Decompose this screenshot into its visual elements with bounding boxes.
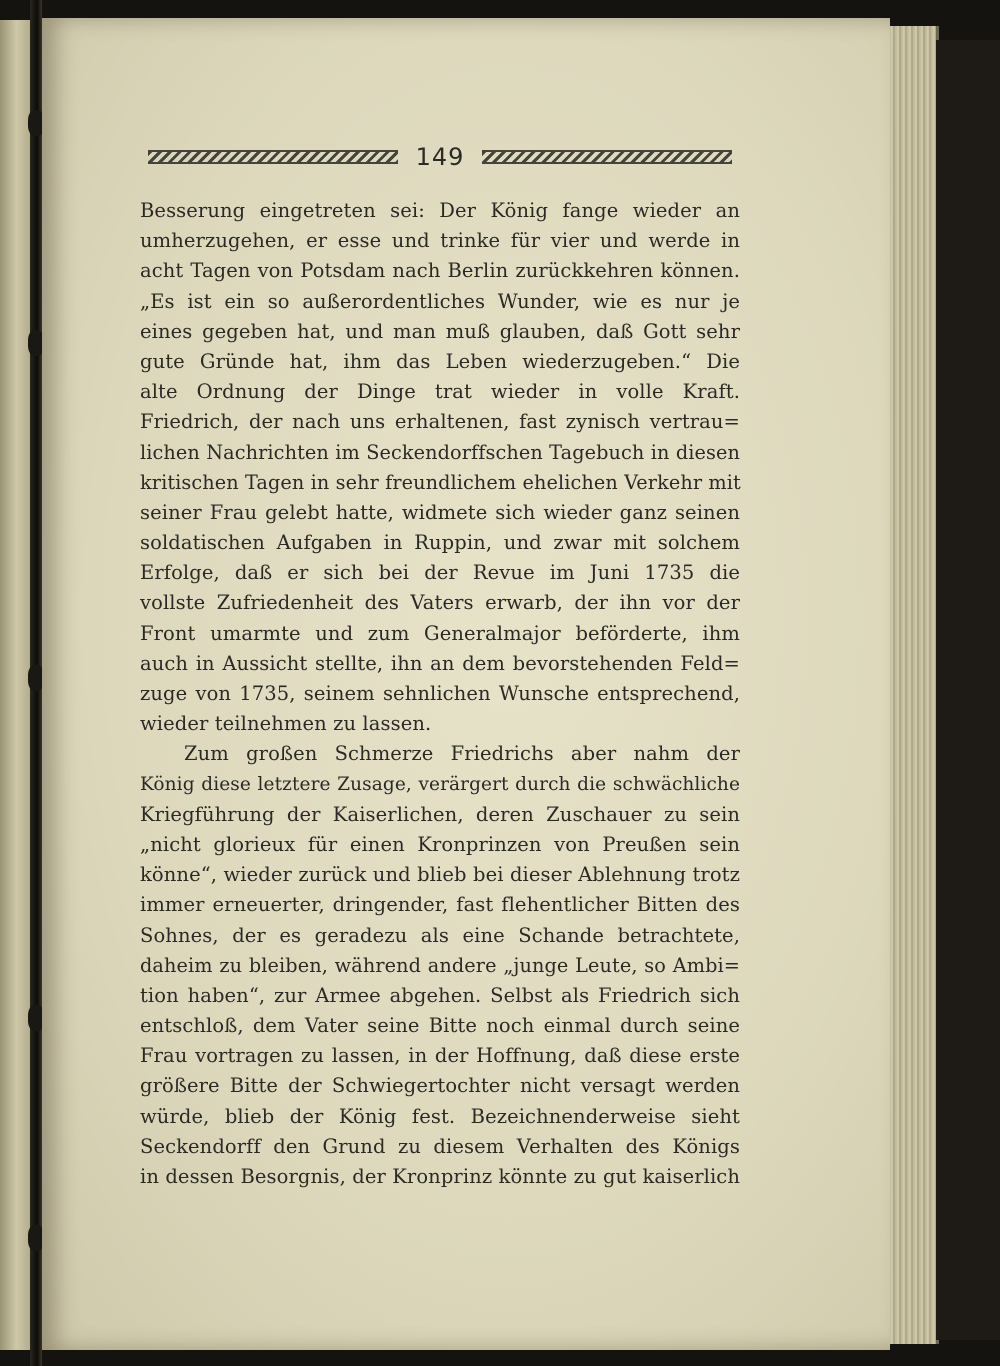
- text-line: könne“, wieder zurück und blieb bei dieser Ablehnung trotz: [140, 863, 740, 887]
- text-line: Besserung eingetreten sei: Der König fange wieder an: [140, 199, 740, 222]
- body-text: [140, 196, 740, 1192]
- text-line: König diese letztere Zusage, verärgert durch die schwächliche: [140, 773, 740, 795]
- text-line: daheim zu bleiben, während andere „junge Leute, so Ambi=: [140, 953, 740, 977]
- text-line: gute Gründe hat, ihm das Leben wiederzugeben.“ Die: [140, 349, 740, 373]
- text-line: seiner Frau gelebt hatte, widmete sich wieder ganz seinen: [140, 500, 740, 524]
- text-line: eines gegeben hat, und man muß glauben, daß Gott sehr: [140, 319, 740, 343]
- text-line: zuge von 1735, seinem sehnlichen Wunsche entsprechend,: [140, 682, 740, 705]
- header-ornament-left: [148, 150, 398, 164]
- text-line: Sohnes, der es geradezu als eine Schande betrachtete,: [140, 923, 740, 947]
- text-line: acht Tagen von Potsdam nach Berlin zurückkehren können.: [140, 259, 740, 283]
- text-line: umherzugehen, er esse und trinke für vier und werde in: [140, 229, 740, 253]
- text-line: soldatischen Aufgaben in Ruppin, und zwar mit solchem: [140, 531, 740, 555]
- text-line: Frau vortragen zu lassen, in der Hoffnung, daß diese erste: [140, 1044, 740, 1068]
- text-line: „nicht glorieux für einen Kronprinzen von Preußen sein: [140, 832, 740, 856]
- text-line: lichen Nachrichten im Seckendorffschen Tagebuch in diesen: [140, 440, 740, 464]
- text-line: Seckendorff den Grund zu diesem Verhalten des Königs: [140, 1134, 740, 1158]
- text-line: Erfolge, daß er sich bei der Revue im Juni 1735 die: [140, 561, 740, 585]
- page-edges: [890, 26, 939, 1344]
- text-line: kritischen Tagen in sehr freundlichem ehelichen Verkehr mit: [140, 470, 741, 494]
- text-line: größere Bitte der Schwiegertochter nicht versagt werden: [140, 1074, 740, 1098]
- facing-page-edge: [0, 20, 30, 1350]
- text-line: immer erneuerter, dringender, fast flehentlicher Bitten des: [140, 893, 740, 917]
- text-line: in dessen Besorgnis, der Kronprinz könnte zu gut kaiserlich: [140, 1165, 740, 1188]
- text-line: tion haben“, zur Armee abgehen. Selbst als Friedrich sich: [140, 983, 740, 1007]
- text-line: Front umarmte und zum Generalmajor beförderte, ihm: [140, 621, 740, 645]
- page-header: [140, 140, 740, 174]
- text-line: vollste Zufriedenheit des Vaters erwarb, der ihn vor der: [140, 591, 740, 615]
- text-line: wieder teilnehmen zu lassen.: [140, 712, 432, 736]
- text-line: Zum großen Schmerze Friedrichs aber nahm der: [184, 742, 740, 766]
- text-line: alte Ordnung der Dinge trat wieder in volle Kraft.: [140, 380, 740, 404]
- text-line: würde, blieb der König fest. Bezeichnenderweise sieht: [140, 1104, 740, 1128]
- text-line: Kriegführung der Kaiserlichen, deren Zuschauer zu sein: [140, 802, 740, 826]
- text-line: „Es ist ein so außerordentliches Wunder, wie es nur je: [140, 289, 740, 313]
- header-ornament-right: [482, 150, 732, 164]
- text-line: entschloß, dem Vater seine Bitte noch einmal durch seine: [140, 1014, 740, 1038]
- page-number: 149: [415, 143, 465, 171]
- text-line: auch in Aussicht stellte, ihn an dem bevorstehenden Feld=: [140, 651, 740, 675]
- text-line: Friedrich, der nach uns erhaltenen, fast zynisch vertrau=: [140, 410, 740, 434]
- book-cover: [936, 40, 1000, 1340]
